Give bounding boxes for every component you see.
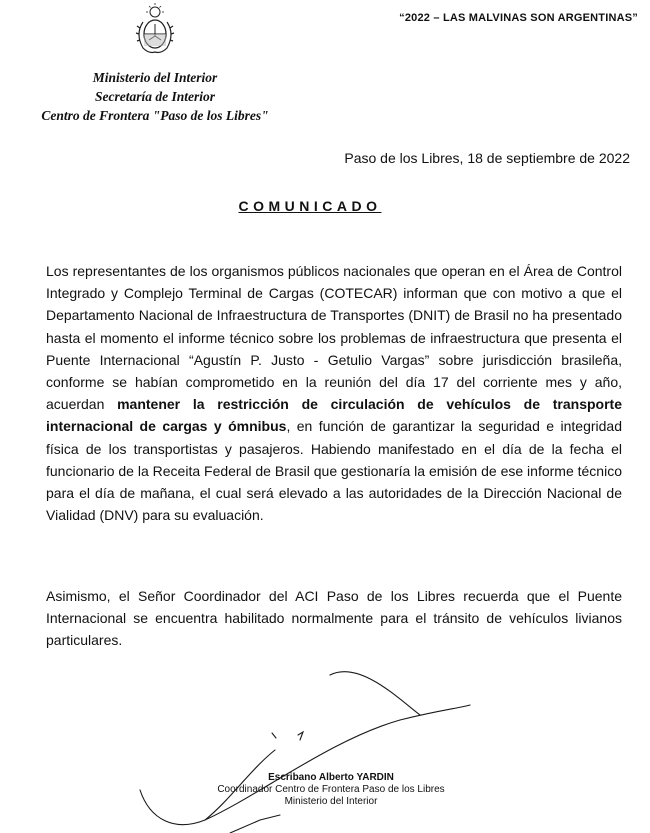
handwritten-signature	[0, 670, 650, 833]
body-paragraph-2: Asimismo, el Señor Coordinador del ACI Paso de los Libres recuerda que el Puente Internacional se encuentra habilitado normalmente para el tránsito de vehículos livianos particulares.	[46, 588, 622, 649]
document-title	[0, 198, 620, 214]
secretariat-name: Secretaría de Interior	[95, 89, 215, 104]
paragraph-1-tail: , en función de garantizar la seguridad e integridad física de los transportistas y pasajeros. Habiendo manifestado en el día de la fecha el funcionario de la Receita Federal de Brasil que gestionaría la emisión de ese informe técnico para el día de mañana, el cual será elevado a las autoridades de la Dirección Nacional de Vialidad (DNV) para su evaluación.	[46, 418, 622, 524]
year-motto: “2022 – LAS MALVINAS SON ARGENTINAS”	[399, 12, 638, 24]
ministry-name: Ministerio del Interior	[92, 70, 218, 85]
signer-name: Escribano Alberto YARDIN	[268, 772, 394, 783]
signer-role: Coordinador Centro de Frontera Paso de los Libres	[217, 784, 445, 795]
paragraph-1-lead: Los representantes de los organismos públicos nacionales que operan en el Área de Control Integrado y Complejo Terminal de Cargas (COTECAR) informan que con motivo a que el Departamento Nacional de Infraestructura de Transportes (DNIT) de Brasil no ha presentado hasta el momento el informe técnico sobre los problemas de infraestructura que presenta el Puente Internacional “Agustín P. Justo - Getulio Vargas” sobre jurisdicción brasileña, conforme se habían comprometido en la reunión del día 17 del corriente mes y año, acuerdan	[46, 263, 622, 413]
restriction-emphasis: mantener la restricción de circulación de vehículos de transporte internacional de cargas y ómnibus	[46, 396, 622, 435]
title-text: COMUNICADO	[238, 198, 382, 214]
dateline: Paso de los Libres, 18 de septiembre de 2022	[344, 150, 630, 166]
body-paragraph-1	[46, 260, 622, 526]
signature-block	[196, 772, 466, 808]
coat-of-arms-icon	[133, 2, 177, 58]
signer-office: Ministerio del Interior	[284, 796, 378, 807]
border-center-name: Centro de Frontera "Paso de los Libres"	[41, 108, 269, 123]
issuing-organization	[30, 68, 280, 125]
